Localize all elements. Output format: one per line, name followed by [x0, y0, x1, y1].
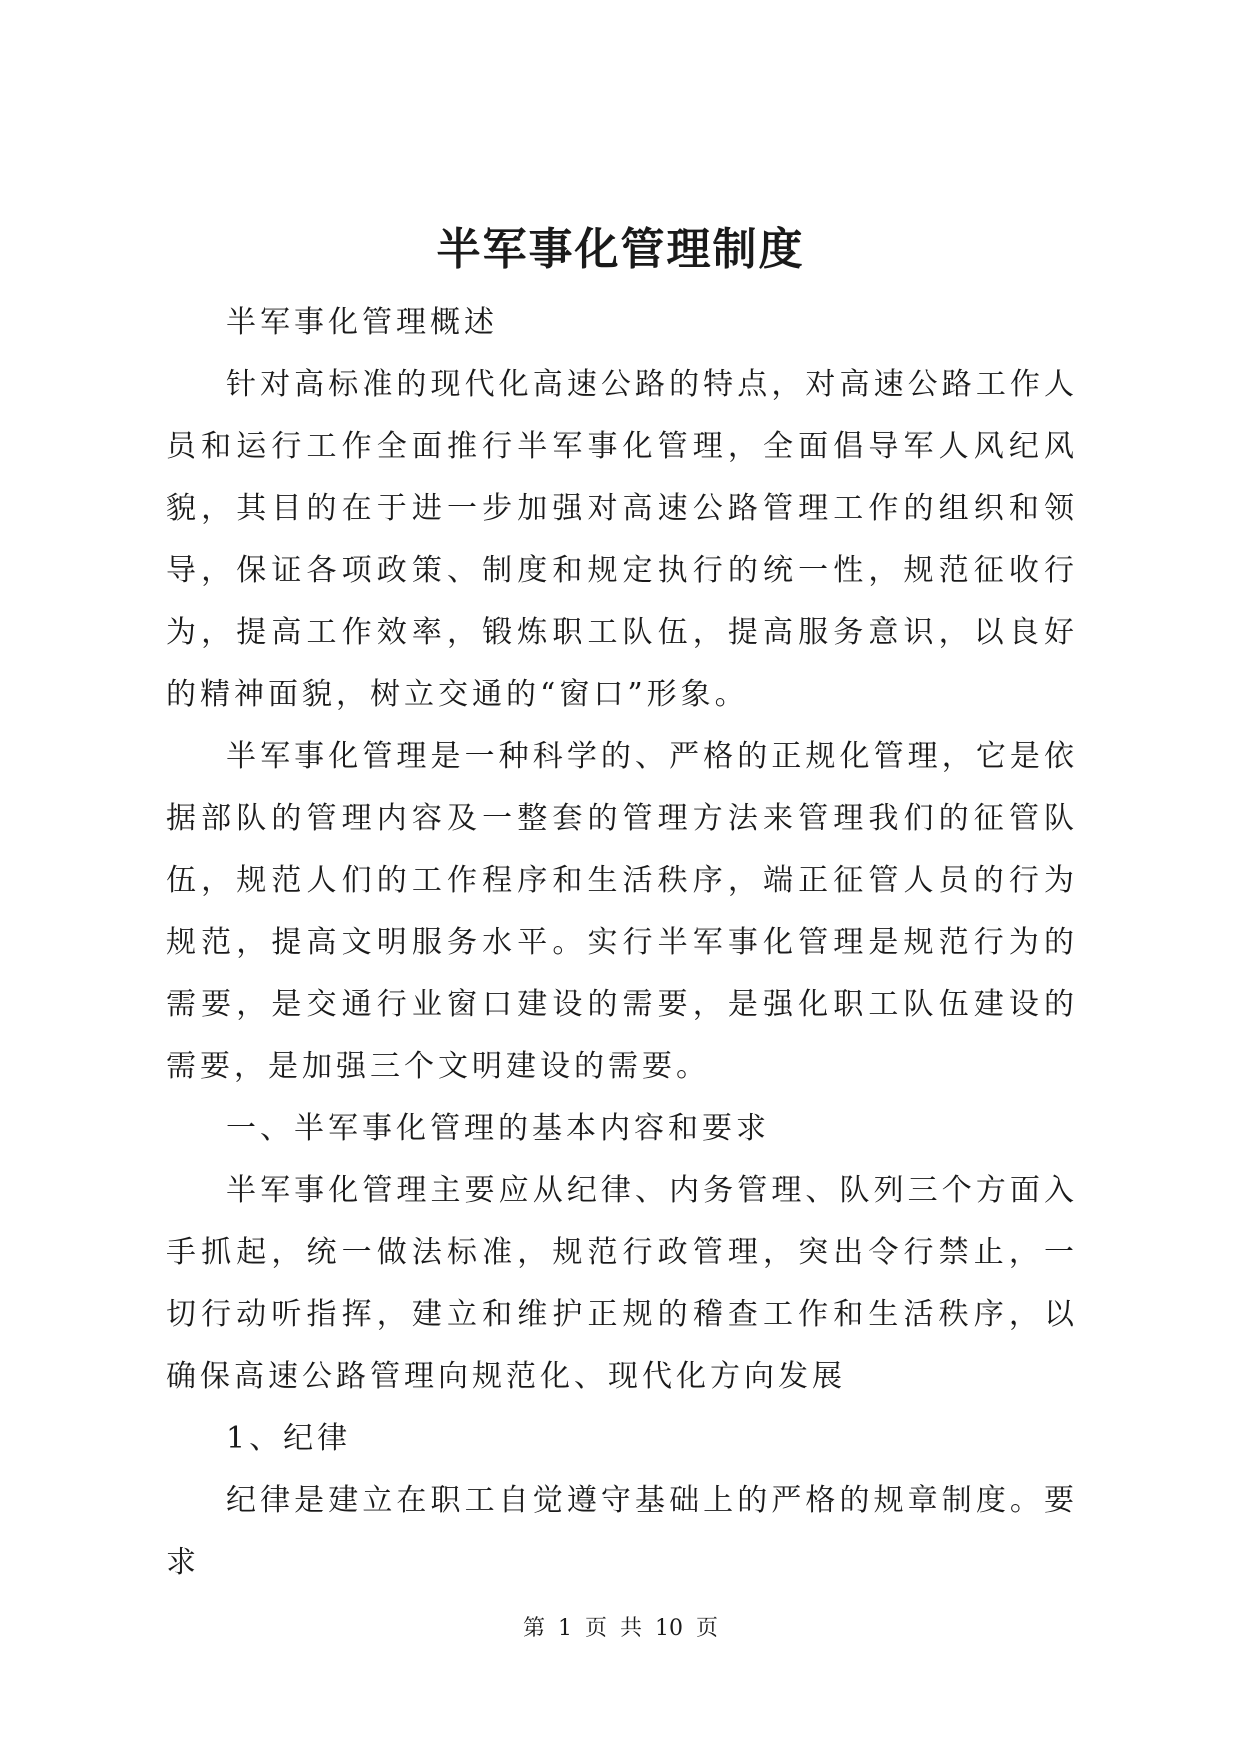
paragraph: 半军事化管理是一种科学的、严格的正规化管理，它是依据部队的管理内容及一整套的管理方法来管理我们的征管队伍，规范人们的工作程序和生活秩序，端正征管人员的行为规范，提高文明服务水平。实行半军事化管理是规范行为的需要，是交通行业窗口建设的需要，是强化职工队伍建设的需要，是加强三个文明建设的需要。 — [166, 739, 1078, 1084]
document-title: 半军事化管理制度 — [436, 224, 805, 275]
document-body — [166, 292, 1078, 1594]
section-heading-discipline: 1、纪律 — [226, 1421, 352, 1456]
page-footer: 第 1 页 共 10 页 — [523, 1616, 718, 1641]
section-heading-overview: 半军事化管理概述 — [226, 305, 498, 340]
paragraph: 针对高标准的现代化高速公路的特点，对高速公路工作人员和运行工作全面推行半军事化管理，全面倡导军人风纪风貌，其目的在于进一步加强对高速公路管理工作的组织和领导，保证各项政策、制度和规定执行的统一性，规范征收行为，提高工作效率，锻炼职工队伍，提高服务意识，以良好的精神面貌，树立交通的“窗口”形象。 — [166, 367, 1078, 712]
paragraph: 半军事化管理主要应从纪律、内务管理、队列三个方面入手抓起，统一做法标准，规范行政管理，突出令行禁止，一切行动听指挥，建立和维护正规的稽查工作和生活秩序，以确保高速公路管理向规范化、现代化方向发展 — [166, 1173, 1078, 1394]
section-heading-basic-content: 一、半军事化管理的基本内容和要求 — [226, 1111, 770, 1146]
paragraph: 纪律是建立在职工自觉遵守基础上的严格的规章制度。要求 — [166, 1483, 1078, 1580]
